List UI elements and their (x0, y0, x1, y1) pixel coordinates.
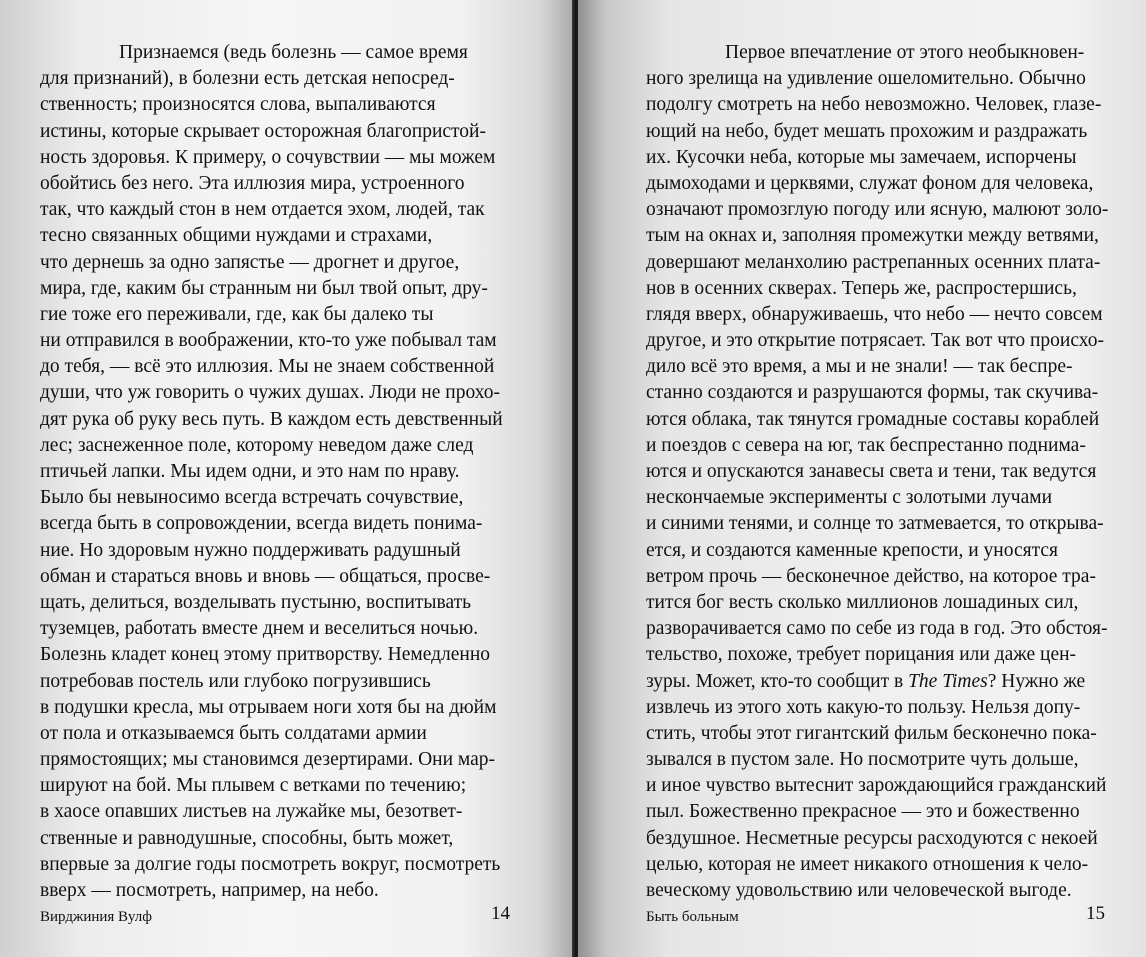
text-line: бездушное. Несметные ресурсы расходуются с некоей (646, 827, 1098, 849)
text-line: подолгу смотреть на небо невозможно. Человек, глазе- (646, 94, 1102, 116)
text-line: зывался в пустом зале. Но посмотрите чуть дольше, (646, 749, 1079, 771)
text-line: их. Кусочки неба, которые мы замечаем, испорчены (646, 146, 1077, 168)
text-line: ющий на небо, будет мешать прохожим и раздражать (646, 120, 1088, 142)
text-line: вверх — посмотреть, например, на небо. (40, 880, 379, 901)
text-line: птичьей лапки. Мы идем одни, и это нам по нраву. (40, 461, 460, 482)
text-line: ственные и равнодушные, способны, быть может, (40, 827, 454, 849)
text-line: нов в осенних скверах. Теперь же, распростершись, (646, 277, 1077, 299)
text-line: так, что каждый стон в нем отдается эхом, людей, так (40, 199, 485, 221)
text-line: извлечь из этого хоть какую-то пользу. Нельзя допу- (646, 696, 1081, 718)
text-line: ются и опускаются занавесы света и тени, так ведутся (646, 461, 1097, 482)
text-line-with-italic-title (646, 669, 1114, 695)
text-line: впервые за долгие годы посмотреть вокруг, посмотреть (40, 853, 501, 875)
text-line: ни отправился в воображении, кто-то уже побывал там (40, 330, 497, 352)
text-line: Первое впечатление от этого необыкновен- (725, 42, 1085, 63)
text-line: что дернешь за одно запястье — дрогнет и другое, (40, 251, 460, 273)
page-number: 15 (1086, 903, 1105, 924)
text-line: души, что уж говорить о чужих душах. Люди не прохо- (40, 382, 500, 404)
text-line: и синими тенями, и солнце то затмевается, то открыва- (646, 513, 1104, 535)
text-line: и иное чувство вытеснит зарождающийся гражданский (646, 775, 1107, 797)
text-line: пыл. Божественно прекрасное — это и божественно (646, 801, 1080, 823)
text-line: ются облака, так тянутся громадные составы кораблей (646, 408, 1100, 430)
text-line: нескончаемые эксперименты с золотыми лучами (646, 487, 1053, 509)
left-page-text (40, 40, 510, 904)
right-page (578, 0, 1146, 957)
page-number: 14 (491, 903, 510, 924)
text-line: мира, где, каким бы странным ни был твой опыт, дру- (40, 277, 488, 299)
text-line: дят рука об руку весь путь. В каждом есть девственный (40, 408, 503, 430)
text-line: означают промозглую погоду или ясную, малюют золо- (646, 199, 1109, 221)
text-line: в подушки кресла, мы отрываем ноги хотя бы на дюйм (40, 696, 497, 718)
text-line: гие тоже его переживали, где, как бы далеко ты (40, 303, 434, 325)
text-line: разворачивается само по себе из года в год. Это обстоя- (646, 618, 1108, 640)
text-line: туземцев, работать вместе днем и веселиться ночью. (40, 618, 479, 640)
text-line: ного зрелища на удивление ошеломительно. Обычно (646, 68, 1086, 90)
text-line: станно создаются и разрушаются формы, так скучива- (646, 382, 1099, 404)
text-line: до тебя, — всё это иллюзия. Мы не знаем собственной (40, 356, 495, 378)
text-line: другое, и это открытие потрясает. Так вот что происхо- (646, 330, 1104, 352)
text-line: прямостоящих; мы становимся дезертирами. Они мар- (40, 749, 496, 771)
text-line: от пола и отказываемся быть солдатами армии (40, 722, 427, 744)
line-tail: ? Нужно же (987, 670, 1086, 692)
text-line: обойтись без него. Эта иллюзия мира, устроенного (40, 172, 465, 194)
text-line: стить, чтобы этот гигантский фильм бесконечно пока- (646, 722, 1097, 744)
text-line: Болезнь кладет конец этому притворству. Немедленно (40, 644, 491, 666)
line-head: зуры. Может, кто-то сообщит в (646, 670, 909, 692)
text-line: дило всё это время, а мы и не знали! — так беспре- (646, 356, 1073, 378)
newspaper-title: The Times (908, 670, 988, 692)
running-footer-author: Вирджиния Вулф (40, 909, 152, 925)
text-line: всегда быть в сопровождении, всегда видеть понима- (40, 513, 483, 535)
text-line: для признаний), в болезни есть детская непосред- (40, 68, 455, 90)
text-line: потребовав постель или глубоко погрузившись (40, 670, 431, 692)
text-line: ветром прочь — бесконечное действо, на которое тра- (646, 565, 1096, 587)
text-line: истины, которые скрывает осторожная благопристой- (40, 120, 486, 142)
text-line: и поездов с севера на юг, так беспрестанно поднима- (646, 434, 1086, 456)
text-line: тым на окнах и, заполняя промежутки между ветвями, (646, 225, 1099, 247)
text-line: щать, делиться, возделывать пустыню, воспитывать (40, 591, 472, 613)
text-line: Было бы невыносимо всегда встречать сочувствие, (40, 487, 464, 509)
text-line: Признаемся (ведь болезнь — самое время (119, 42, 468, 63)
text-line: глядя вверх, обнаруживаешь, что небо — нечто совсем (646, 303, 1103, 325)
text-line: ственность; произносятся слова, выпаливаются (40, 94, 436, 116)
text-line: лес; заснеженное поле, которому неведом даже след (40, 434, 474, 456)
text-line: ность здоровья. К примеру, о сочувствии — мы можем (40, 146, 496, 168)
text-line: тесно связанных общими нуждами и страхами, (40, 225, 433, 247)
text-line: в хаосе опавших листьев на лужайке мы, безответ- (40, 801, 463, 823)
text-line: тится бог весть сколько миллионов лошадиных сил, (646, 591, 1079, 613)
text-line: тельство, похоже, требует порицания или даже цен- (646, 644, 1077, 666)
text-line: обман и стараться вновь и вновь — общаться, просве- (40, 565, 491, 587)
text-line: ние. Но здоровым нужно поддерживать радушный (40, 539, 461, 561)
text-line: довершают меланхолию растрепанных осенних плата- (646, 251, 1101, 273)
right-page-text (646, 40, 1114, 904)
text-line: шируют на бой. Мы плывем с ветками по течению; (40, 775, 467, 797)
text-line: веческому удовольствию или человеческой выгоде. (646, 880, 1072, 901)
text-line: целью, которая не имеет никакого отношения к чело- (646, 853, 1089, 875)
running-footer-title: Быть больным (646, 909, 739, 925)
text-line: дымоходами и церквями, служат фоном для человека, (646, 172, 1094, 194)
text-line: ется, и создаются каменные крепости, и уносятся (646, 539, 1058, 561)
